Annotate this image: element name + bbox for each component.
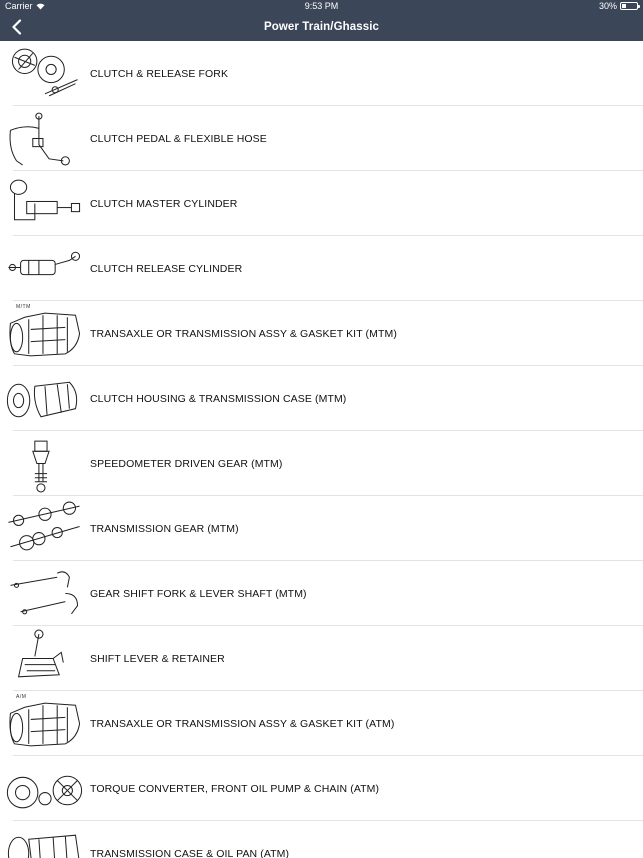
back-button[interactable] bbox=[6, 16, 28, 38]
carrier-label: Carrier bbox=[5, 1, 33, 11]
master-cylinder-diagram bbox=[0, 171, 90, 236]
list-item-label: CLUTCH RELEASE CYLINDER bbox=[90, 262, 243, 275]
clutch-pedal-diagram bbox=[0, 106, 90, 171]
clutch-housing-diagram bbox=[0, 366, 90, 431]
page-title: Power Train/Ghassic bbox=[263, 20, 380, 33]
speedometer-gear-diagram bbox=[0, 431, 90, 496]
list-item[interactable] bbox=[0, 171, 643, 236]
transmission-case-diagram bbox=[4, 823, 86, 858]
list-item[interactable] bbox=[0, 496, 643, 561]
battery-fill bbox=[622, 4, 626, 8]
shift-lever-diagram bbox=[0, 626, 90, 691]
transmission-gear-diagram bbox=[0, 496, 90, 561]
master-cylinder-diagram bbox=[4, 173, 86, 234]
transmission-case-diagram bbox=[0, 821, 90, 858]
list-item-label: TRANSAXLE OR TRANSMISSION ASSY & GASKET KIT (MTM) bbox=[90, 327, 397, 340]
list-item-label: CLUTCH PEDAL & FLEXIBLE HOSE bbox=[90, 132, 267, 145]
list-item-label: TRANSMISSION CASE & OIL PAN (ATM) bbox=[90, 847, 290, 858]
list-item[interactable] bbox=[0, 561, 643, 626]
status-bar bbox=[0, 0, 643, 12]
status-time: 9:53 PM bbox=[304, 1, 339, 11]
release-cylinder-diagram bbox=[4, 238, 86, 299]
torque-converter-diagram bbox=[4, 758, 86, 819]
transmission-gear-diagram bbox=[4, 498, 86, 559]
list-item[interactable] bbox=[0, 301, 643, 366]
list-item[interactable] bbox=[0, 366, 643, 431]
transmission-assy-diagram bbox=[0, 301, 90, 366]
transmission-assy-diagram bbox=[0, 691, 90, 756]
shift-lever-diagram bbox=[4, 628, 86, 689]
status-left bbox=[5, 1, 45, 11]
shift-fork-diagram bbox=[4, 563, 86, 624]
list-item-label: CLUTCH MASTER CYLINDER bbox=[90, 197, 238, 210]
clutch-housing-diagram bbox=[4, 368, 86, 429]
parts-list bbox=[0, 41, 643, 858]
list-item[interactable] bbox=[0, 106, 643, 171]
list-item[interactable] bbox=[0, 756, 643, 821]
list-item-label: SHIFT LEVER & RETAINER bbox=[90, 652, 225, 665]
navigation-bar bbox=[0, 12, 643, 41]
list-item[interactable] bbox=[0, 691, 643, 756]
list-item[interactable] bbox=[0, 431, 643, 496]
clutch-release-fork-diagram bbox=[4, 43, 86, 104]
torque-converter-diagram bbox=[0, 756, 90, 821]
list-item[interactable] bbox=[0, 236, 643, 301]
release-cylinder-diagram bbox=[0, 236, 90, 301]
transmission-assy-diagram bbox=[4, 693, 86, 754]
battery-percent: 30% bbox=[598, 1, 617, 11]
list-item-label: TORQUE CONVERTER, FRONT OIL PUMP & CHAIN (ATM) bbox=[90, 782, 380, 795]
list-item[interactable] bbox=[0, 41, 643, 106]
list-item-label: SPEEDOMETER DRIVEN GEAR (MTM) bbox=[90, 457, 283, 470]
transmission-assy-diagram bbox=[4, 303, 86, 364]
list-item-label: CLUTCH HOUSING & TRANSMISSION CASE (MTM) bbox=[90, 392, 347, 405]
list-item-label: CLUTCH & RELEASE FORK bbox=[90, 67, 229, 80]
battery-icon bbox=[620, 2, 638, 10]
shift-fork-diagram bbox=[0, 561, 90, 626]
list-item[interactable] bbox=[0, 626, 643, 691]
list-item-label: GEAR SHIFT FORK & LEVER SHAFT (MTM) bbox=[90, 587, 307, 600]
clutch-pedal-diagram bbox=[4, 108, 86, 169]
chevron-left-icon bbox=[11, 19, 23, 35]
list-item[interactable] bbox=[0, 821, 643, 858]
speedometer-gear-diagram bbox=[4, 433, 86, 494]
wifi-icon bbox=[36, 3, 45, 10]
diagram-tag: A/M bbox=[16, 694, 27, 700]
list-item-label: TRANSMISSION GEAR (MTM) bbox=[90, 522, 239, 535]
list-item-label: TRANSAXLE OR TRANSMISSION ASSY & GASKET KIT (ATM) bbox=[90, 717, 395, 730]
status-right bbox=[599, 1, 638, 11]
diagram-tag: M/TM bbox=[16, 304, 31, 310]
clutch-release-fork-diagram bbox=[0, 41, 90, 106]
